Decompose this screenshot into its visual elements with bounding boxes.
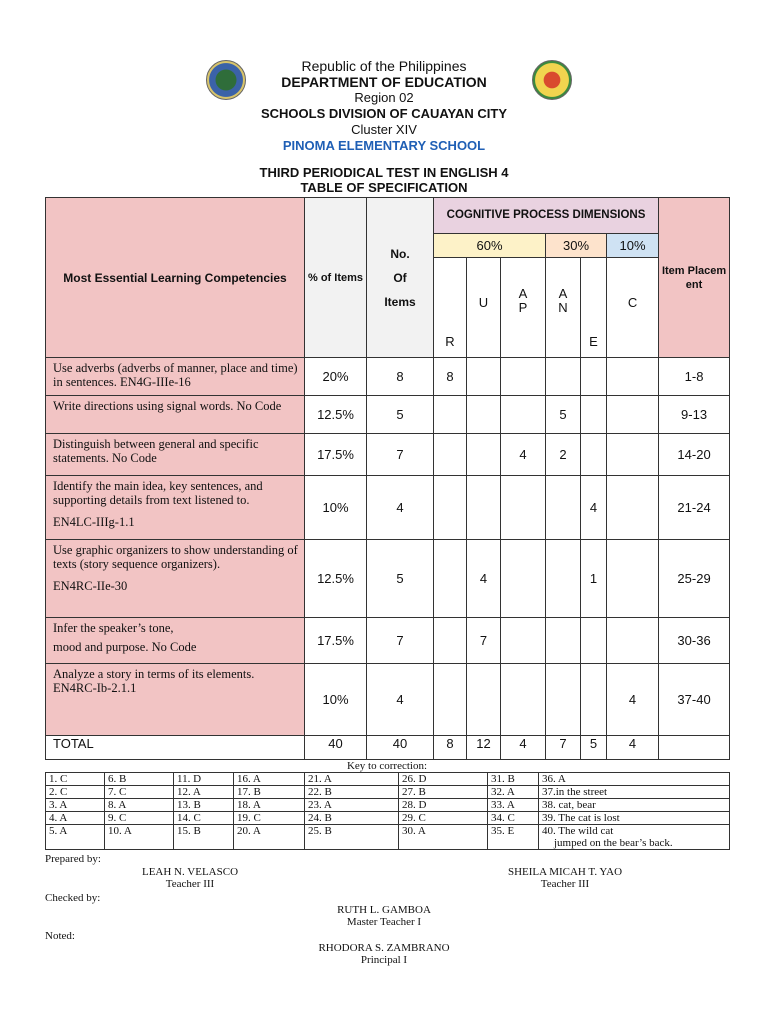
answer-text: 9. C xyxy=(108,812,127,824)
answer-text: 14. C xyxy=(177,812,201,824)
header-cognitive-dimensions: COGNITIVE PROCESS DIMENSIONS xyxy=(434,198,659,234)
answer-key-row xyxy=(46,812,730,825)
preparer-1 xyxy=(110,866,270,890)
answer-key-cell xyxy=(174,773,234,786)
r-cell xyxy=(434,434,467,476)
table-row xyxy=(46,476,730,540)
an-cell xyxy=(546,664,581,736)
answer-text: 15. B xyxy=(177,825,201,837)
competency-code: EN4LC-IIIg-1.1 xyxy=(53,515,135,529)
competency-text: Distinguish between general and specific statements. No Code xyxy=(53,437,259,465)
answer-key-cell xyxy=(174,799,234,812)
header-item-placement: Item Placem ent xyxy=(659,198,730,358)
e-cell xyxy=(581,618,607,664)
answer-key-row xyxy=(46,786,730,799)
school-name: PINOMA ELEMENTARY SCHOOL xyxy=(282,138,486,153)
ap-cell: 4 xyxy=(501,434,546,476)
answer-key-cell xyxy=(46,799,105,812)
answer-key-cell xyxy=(46,825,105,850)
competency-cell xyxy=(46,396,305,434)
placement-cell: 21-24 xyxy=(659,476,730,540)
answer-key-cell xyxy=(399,773,488,786)
e-cell: 1 xyxy=(581,540,607,618)
table-row xyxy=(46,434,730,476)
r-cell xyxy=(434,664,467,736)
items-cell: 8 xyxy=(367,358,434,396)
prepared-by-label: Prepared by: xyxy=(45,853,101,865)
ap-cell xyxy=(501,358,546,396)
header-percent: % of Items xyxy=(305,198,367,358)
an-cell xyxy=(546,618,581,664)
specification-table xyxy=(45,197,730,760)
answer-key-row xyxy=(46,773,730,786)
placement-cell: 30-36 xyxy=(659,618,730,664)
answer-key-cell xyxy=(174,825,234,850)
answer-text: 11. D xyxy=(177,773,202,785)
header-no-of-items xyxy=(367,198,434,358)
placement-cell: 14-20 xyxy=(659,434,730,476)
answer-text: 26. D xyxy=(402,773,427,785)
ap-cell xyxy=(501,476,546,540)
answer-text: 6. B xyxy=(108,773,127,785)
competency-cell xyxy=(46,618,305,664)
table-row xyxy=(46,396,730,434)
c-cell: 4 xyxy=(607,664,659,736)
answer-key-cell xyxy=(174,812,234,825)
total-placement xyxy=(659,736,730,760)
answer-text: 38. cat, bear xyxy=(542,799,596,811)
answer-text: 4. A xyxy=(49,812,68,824)
an-cell xyxy=(546,358,581,396)
answer-key-table xyxy=(45,772,730,850)
answer-text: 32. A xyxy=(491,786,515,798)
title-line-2: TABLE OF SPECIFICATION xyxy=(300,180,468,195)
answer-text: 2. C xyxy=(49,786,68,798)
answer-text: 37.in the street xyxy=(542,786,608,798)
answer-text: 36. A xyxy=(542,773,566,785)
answer-key-cell xyxy=(488,799,539,812)
answer-key-cell xyxy=(539,812,730,825)
items-cell: 5 xyxy=(367,540,434,618)
answer-key-cell xyxy=(305,786,399,799)
answer-text: 16. A xyxy=(237,773,261,785)
c-cell xyxy=(607,618,659,664)
answer-key-cell xyxy=(174,786,234,799)
competency-cell xyxy=(46,358,305,396)
placement-cell: 37-40 xyxy=(659,664,730,736)
answer-key-cell xyxy=(234,786,305,799)
division-line: SCHOOLS DIVISION OF CAUAYAN CITY xyxy=(260,106,508,121)
header-applying-p: P xyxy=(518,299,528,315)
total-items: 40 xyxy=(367,736,434,760)
answer-key-cell xyxy=(488,812,539,825)
answer-text: 20. A xyxy=(237,825,261,837)
total-c: 4 xyxy=(607,736,659,760)
c-cell xyxy=(607,476,659,540)
answer-key-cell xyxy=(488,773,539,786)
ap-cell xyxy=(501,618,546,664)
items-cell: 7 xyxy=(367,618,434,664)
title-line-1: THIRD PERIODICAL TEST IN ENGLISH 4 xyxy=(259,165,509,180)
preparer-2 xyxy=(470,866,660,890)
competency-text: Use adverbs (adverbs of manner, place and time) in sentences. EN4G-IIIe-16 xyxy=(53,361,298,389)
c-cell xyxy=(607,540,659,618)
competency-code: EN4RC-IIe-30 xyxy=(53,579,128,593)
answer-text: 34. C xyxy=(491,812,515,824)
republic-line: Republic of the Philippines xyxy=(301,58,467,74)
header-pct-difficult: 10% xyxy=(607,234,659,258)
table-row xyxy=(46,664,730,736)
percent-cell: 17.5% xyxy=(305,434,367,476)
checker xyxy=(284,904,484,928)
header-remembering: R xyxy=(434,258,467,358)
document-title xyxy=(0,165,768,195)
preparer-1-title: Teacher III xyxy=(165,878,215,890)
total-ap: 4 xyxy=(501,736,546,760)
competency-text: Write directions using signal words. No Code xyxy=(53,399,282,413)
e-cell xyxy=(581,396,607,434)
header-evaluating: E xyxy=(581,258,607,358)
u-cell: 7 xyxy=(467,618,501,664)
u-cell xyxy=(467,664,501,736)
percent-cell: 10% xyxy=(305,664,367,736)
r-cell xyxy=(434,396,467,434)
competency-cell xyxy=(46,540,305,618)
table-row xyxy=(46,618,730,664)
percent-cell: 17.5% xyxy=(305,618,367,664)
an-cell xyxy=(546,540,581,618)
an-cell xyxy=(546,476,581,540)
answer-key-cell xyxy=(488,825,539,850)
competency-text: Use graphic organizers to show understanding of texts (story sequence organizers). xyxy=(53,543,298,571)
competency-code: mood and purpose. No Code xyxy=(53,640,197,654)
checker-title: Master Teacher I xyxy=(346,916,422,928)
u-cell xyxy=(467,358,501,396)
answer-key-cell xyxy=(399,786,488,799)
answer-text: 18. A xyxy=(237,799,261,811)
answer-text: 12. A xyxy=(177,786,201,798)
cluster-line: Cluster XIV xyxy=(351,122,417,137)
competency-text: Infer the speaker’s tone, xyxy=(53,621,174,635)
total-u: 12 xyxy=(467,736,501,760)
percent-cell: 20% xyxy=(305,358,367,396)
r-cell xyxy=(434,540,467,618)
answer-key-row xyxy=(46,799,730,812)
answer-text-continued: jumped on the bear’s back. xyxy=(554,837,673,849)
competency-cell xyxy=(46,476,305,540)
header-creating: C xyxy=(607,258,659,358)
header-no: No. xyxy=(390,246,410,261)
answer-key-cell xyxy=(399,812,488,825)
ap-cell xyxy=(501,540,546,618)
header-items: Items xyxy=(384,294,416,309)
preparer-2-name: SHEILA MICAH T. YAO xyxy=(507,866,623,878)
header-analyzing-a: A xyxy=(558,285,568,301)
answer-text: 5. A xyxy=(49,825,68,837)
answer-text: 33. A xyxy=(491,799,515,811)
c-cell xyxy=(607,358,659,396)
r-cell xyxy=(434,476,467,540)
answer-key-cell xyxy=(305,812,399,825)
competency-cell xyxy=(46,664,305,736)
percent-cell: 12.5% xyxy=(305,540,367,618)
answer-key-cell xyxy=(488,786,539,799)
checker-name: RUTH L. GAMBOA xyxy=(337,904,431,916)
answer-key-cell xyxy=(305,773,399,786)
e-cell: 4 xyxy=(581,476,607,540)
noted-label: Noted: xyxy=(45,930,75,942)
answer-key-cell xyxy=(234,773,305,786)
answer-text: 1. C xyxy=(49,773,68,785)
r-cell xyxy=(434,618,467,664)
answer-key-cell xyxy=(234,812,305,825)
e-cell xyxy=(581,664,607,736)
total-percent: 40 xyxy=(305,736,367,760)
placement-cell: 1-8 xyxy=(659,358,730,396)
answer-text: 22. B xyxy=(308,786,332,798)
header-understanding: U xyxy=(467,258,501,358)
answer-key-cell xyxy=(399,825,488,850)
competency-text: Analyze a story in terms of its elements. EN4RC-Ib-2.1.1 xyxy=(53,667,255,695)
noter-title: Principal I xyxy=(360,954,408,966)
answer-text: 35. E xyxy=(491,825,515,837)
answer-key-cell xyxy=(46,812,105,825)
answer-key-cell xyxy=(46,773,105,786)
answer-text: 39. The cat is lost xyxy=(542,812,620,824)
answer-text: 17. B xyxy=(237,786,261,798)
header-analyzing xyxy=(546,258,581,358)
answer-key-cell xyxy=(539,799,730,812)
percent-cell: 10% xyxy=(305,476,367,540)
header-competencies: Most Essential Learning Competencies xyxy=(46,198,305,358)
answer-key-cell xyxy=(399,799,488,812)
answer-text: 25. B xyxy=(308,825,332,837)
u-cell xyxy=(467,476,501,540)
answer-key-cell xyxy=(234,825,305,850)
answer-key-cell xyxy=(105,825,174,850)
answer-key-row xyxy=(46,825,730,850)
u-cell: 4 xyxy=(467,540,501,618)
answer-text: 7. C xyxy=(108,786,127,798)
ap-cell xyxy=(501,664,546,736)
answer-text: 3. A xyxy=(49,799,68,811)
answer-key-cell xyxy=(105,812,174,825)
c-cell xyxy=(607,434,659,476)
total-e: 5 xyxy=(581,736,607,760)
e-cell xyxy=(581,358,607,396)
answer-text: 24. B xyxy=(308,812,332,824)
answer-key-cell xyxy=(234,799,305,812)
answer-key-cell xyxy=(105,773,174,786)
an-cell: 2 xyxy=(546,434,581,476)
u-cell xyxy=(467,434,501,476)
region-line: Region 02 xyxy=(354,90,414,105)
preparer-2-title: Teacher III xyxy=(540,878,590,890)
answer-key-cell xyxy=(46,786,105,799)
checked-by-label: Checked by: xyxy=(45,892,101,904)
answer-text: 19. C xyxy=(237,812,261,824)
r-cell: 8 xyxy=(434,358,467,396)
placement-cell: 25-29 xyxy=(659,540,730,618)
answer-key-cell xyxy=(305,799,399,812)
percent-cell: 12.5% xyxy=(305,396,367,434)
c-cell xyxy=(607,396,659,434)
total-label: TOTAL xyxy=(46,736,305,760)
noter xyxy=(284,942,484,966)
answer-text: 30. A xyxy=(402,825,426,837)
answer-text: 27. B xyxy=(402,786,426,798)
header-applying-a: A xyxy=(518,285,528,301)
competency-cell xyxy=(46,434,305,476)
items-cell: 7 xyxy=(367,434,434,476)
header-analyzing-n: N xyxy=(558,299,568,315)
answer-key-cell xyxy=(105,799,174,812)
placement-cell: 9-13 xyxy=(659,396,730,434)
preparer-1-name: LEAH N. VELASCO xyxy=(141,866,239,878)
header-applying xyxy=(501,258,546,358)
answer-key-cell xyxy=(305,825,399,850)
ap-cell xyxy=(501,396,546,434)
header-of: Of xyxy=(393,270,407,285)
items-cell: 4 xyxy=(367,476,434,540)
an-cell: 5 xyxy=(546,396,581,434)
answer-text: 40. The wild cat xyxy=(542,825,614,837)
answer-text: 23. A xyxy=(308,799,332,811)
answer-key-cell xyxy=(539,825,730,850)
answer-text: 21. A xyxy=(308,773,332,785)
total-an: 7 xyxy=(546,736,581,760)
answer-text: 31. B xyxy=(491,773,515,785)
table-row xyxy=(46,358,730,396)
total-r: 8 xyxy=(434,736,467,760)
competency-text: Identify the main idea, key sentences, and supporting details from text listened to. xyxy=(53,479,263,507)
answer-key-cell xyxy=(105,786,174,799)
u-cell xyxy=(467,396,501,434)
table-row xyxy=(46,540,730,618)
document-header xyxy=(0,58,768,154)
answer-text: 13. B xyxy=(177,799,201,811)
answer-text: 8. A xyxy=(108,799,127,811)
answer-text: 29. C xyxy=(402,812,426,824)
header-pct-average: 30% xyxy=(546,234,607,258)
header-pct-easy: 60% xyxy=(434,234,546,258)
e-cell xyxy=(581,434,607,476)
items-cell: 5 xyxy=(367,396,434,434)
answer-key-title: Key to correction: xyxy=(346,760,428,772)
answer-key-cell xyxy=(539,786,730,799)
items-cell: 4 xyxy=(367,664,434,736)
noter-name: RHODORA S. ZAMBRANO xyxy=(318,942,450,954)
total-row xyxy=(46,736,730,760)
answer-text: 28. D xyxy=(402,799,427,811)
department-line: DEPARTMENT OF EDUCATION xyxy=(281,74,487,90)
answer-text: 10. A xyxy=(108,825,132,837)
answer-key-cell xyxy=(539,773,730,786)
